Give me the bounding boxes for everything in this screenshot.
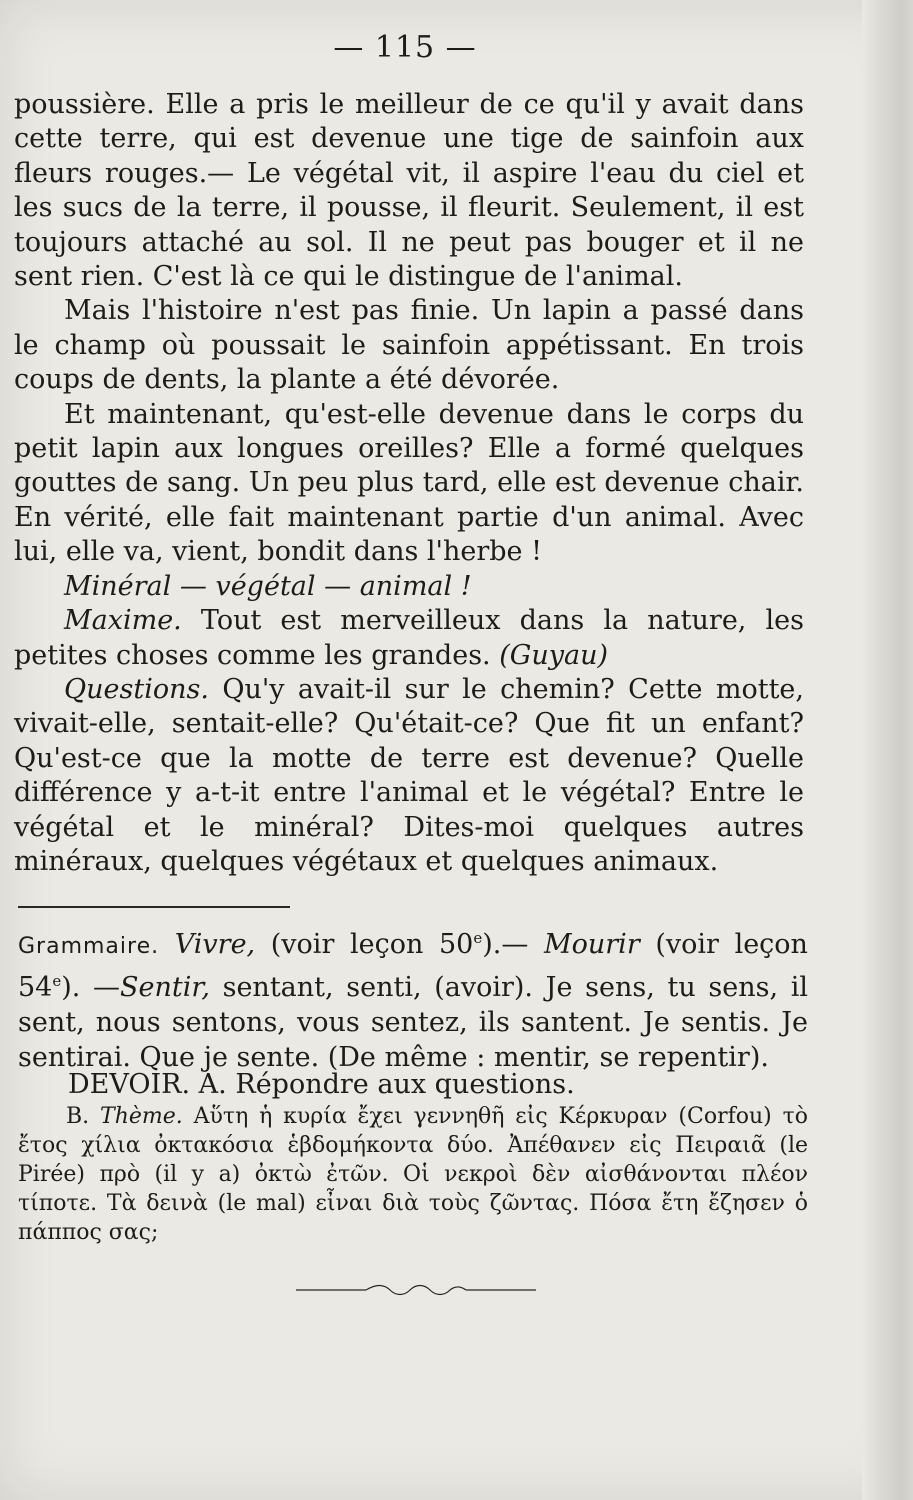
grammaire-paragraph (18, 921, 808, 1075)
motto: Minéral — végétal — animal ! (64, 570, 472, 602)
devoir-b-label: B. (66, 1104, 90, 1129)
maxime-author: (Guyau) (499, 639, 608, 671)
devoir-a-text: Répondre aux questions. (235, 1069, 575, 1100)
devoir-a-line (18, 1068, 808, 1102)
mourir-sup: e (52, 972, 62, 990)
section-divider (18, 906, 290, 908)
paragraph-1: poussière. Elle a pris le meilleur de ce qu'il y avait dans cette terre, qui est devenue une tige de sainfoin aux fleurs rouges.— Le végétal vit, il aspire l'eau du ciel et les sucs de la terre, il pousse, il fleurit. Seulement, il est toujours attaché au sol. Il ne peut pas bouger et il ne sent rien. C'est là ce qui le distingue de l'animal. (14, 89, 804, 293)
maxime-label: Maxime. (64, 605, 182, 637)
grammaire-label: Grammaire. (18, 934, 160, 959)
page-edge-shadow (862, 0, 913, 1500)
sentir-verb: Sentir, (120, 972, 210, 1003)
mourir-verb: Mourir (543, 929, 640, 960)
vivre-ref: (voir leçon 50 (270, 929, 474, 960)
ornament-divider (296, 1282, 536, 1298)
mourir-end: ). — (61, 972, 121, 1003)
questions-label: Questions. (64, 673, 209, 705)
vivre-sup: e (473, 929, 483, 947)
devoir-b-paragraph (18, 1102, 808, 1247)
maxime (14, 604, 804, 673)
maxime-text: Tout est merveilleux dans la nature, les petites choses comme les grandes. (14, 605, 804, 671)
devoir-a (18, 1068, 808, 1102)
vivre-end: ).— (482, 929, 529, 960)
vivre-verb: Vivre, (174, 929, 256, 960)
paragraph-3: Et maintenant, qu'est-elle devenue dans le corps du petit lapin aux longues oreilles? Elle a formé quelques gouttes de sang. Un peu plus tard, elle est devenue chair. En vérité, elle fait maintenant partie d'un animal. Avec lui, elle va, vient, bondit dans l'herbe ! (14, 398, 804, 568)
mourir-ref: (voir leçon 54 (18, 929, 808, 1003)
devoir-b (18, 1102, 808, 1247)
paragraph-2: Mais l'histoire n'est pas finie. Un lapin a passé dans le champ où poussait le sainfoin appétissant. En trois coups de dents, la plante a été dévorée. (14, 295, 804, 396)
questions-text: Qu'y avait-il sur le chemin? Cette motte, vivait-elle, sentait-elle? Qu'était-ce? Que fit un enfant? Qu'est-ce que la motte de terre est devenue? Quelle différence y a-t-it entre l'animal et le végétal? Entre le végétal et le minéral? Dites-moi quelques autres minéraux, quelques végétaux et quelques animaux. (14, 673, 804, 877)
devoir-b-theme: Thème. (100, 1104, 183, 1129)
devoir-b-text: Αὕτη ἡ κυρία ἔχει γεννηθῆ εἰς Κέρκυραν (Corfou) τὸ ἔτος χίλια ὀκτακόσια ἑβδομήκοντα δύο. Ἀπέθανεν εἰς Πειραιᾶ (le Pirée) πρὸ (il y a) ὀκτὼ ἐτῶν. Οἱ νεκροὶ δὲν αἰσθάνονται πλέον τίποτε. Τὰ δεινὰ (le mal) εἶναι διὰ τοὺς ζῶντας. Πόσα ἔτη ἔζησεν ὁ πάππος σας; (18, 1104, 808, 1245)
ornament-curl (366, 1286, 466, 1295)
devoir-a-label: DEVOIR. A. (68, 1069, 227, 1100)
main-text (14, 88, 804, 879)
questions (14, 673, 804, 879)
page-number: — 115 — (333, 30, 477, 65)
grammaire-section (18, 921, 808, 1075)
grammaire-text: sentant, senti, (avoir). Je sens, tu sens, il sent, nous sentons, vous sentez, ils santent. Je sentis. Je sentirai. Que je sente. (De même : mentir, se repentir). (18, 972, 808, 1073)
